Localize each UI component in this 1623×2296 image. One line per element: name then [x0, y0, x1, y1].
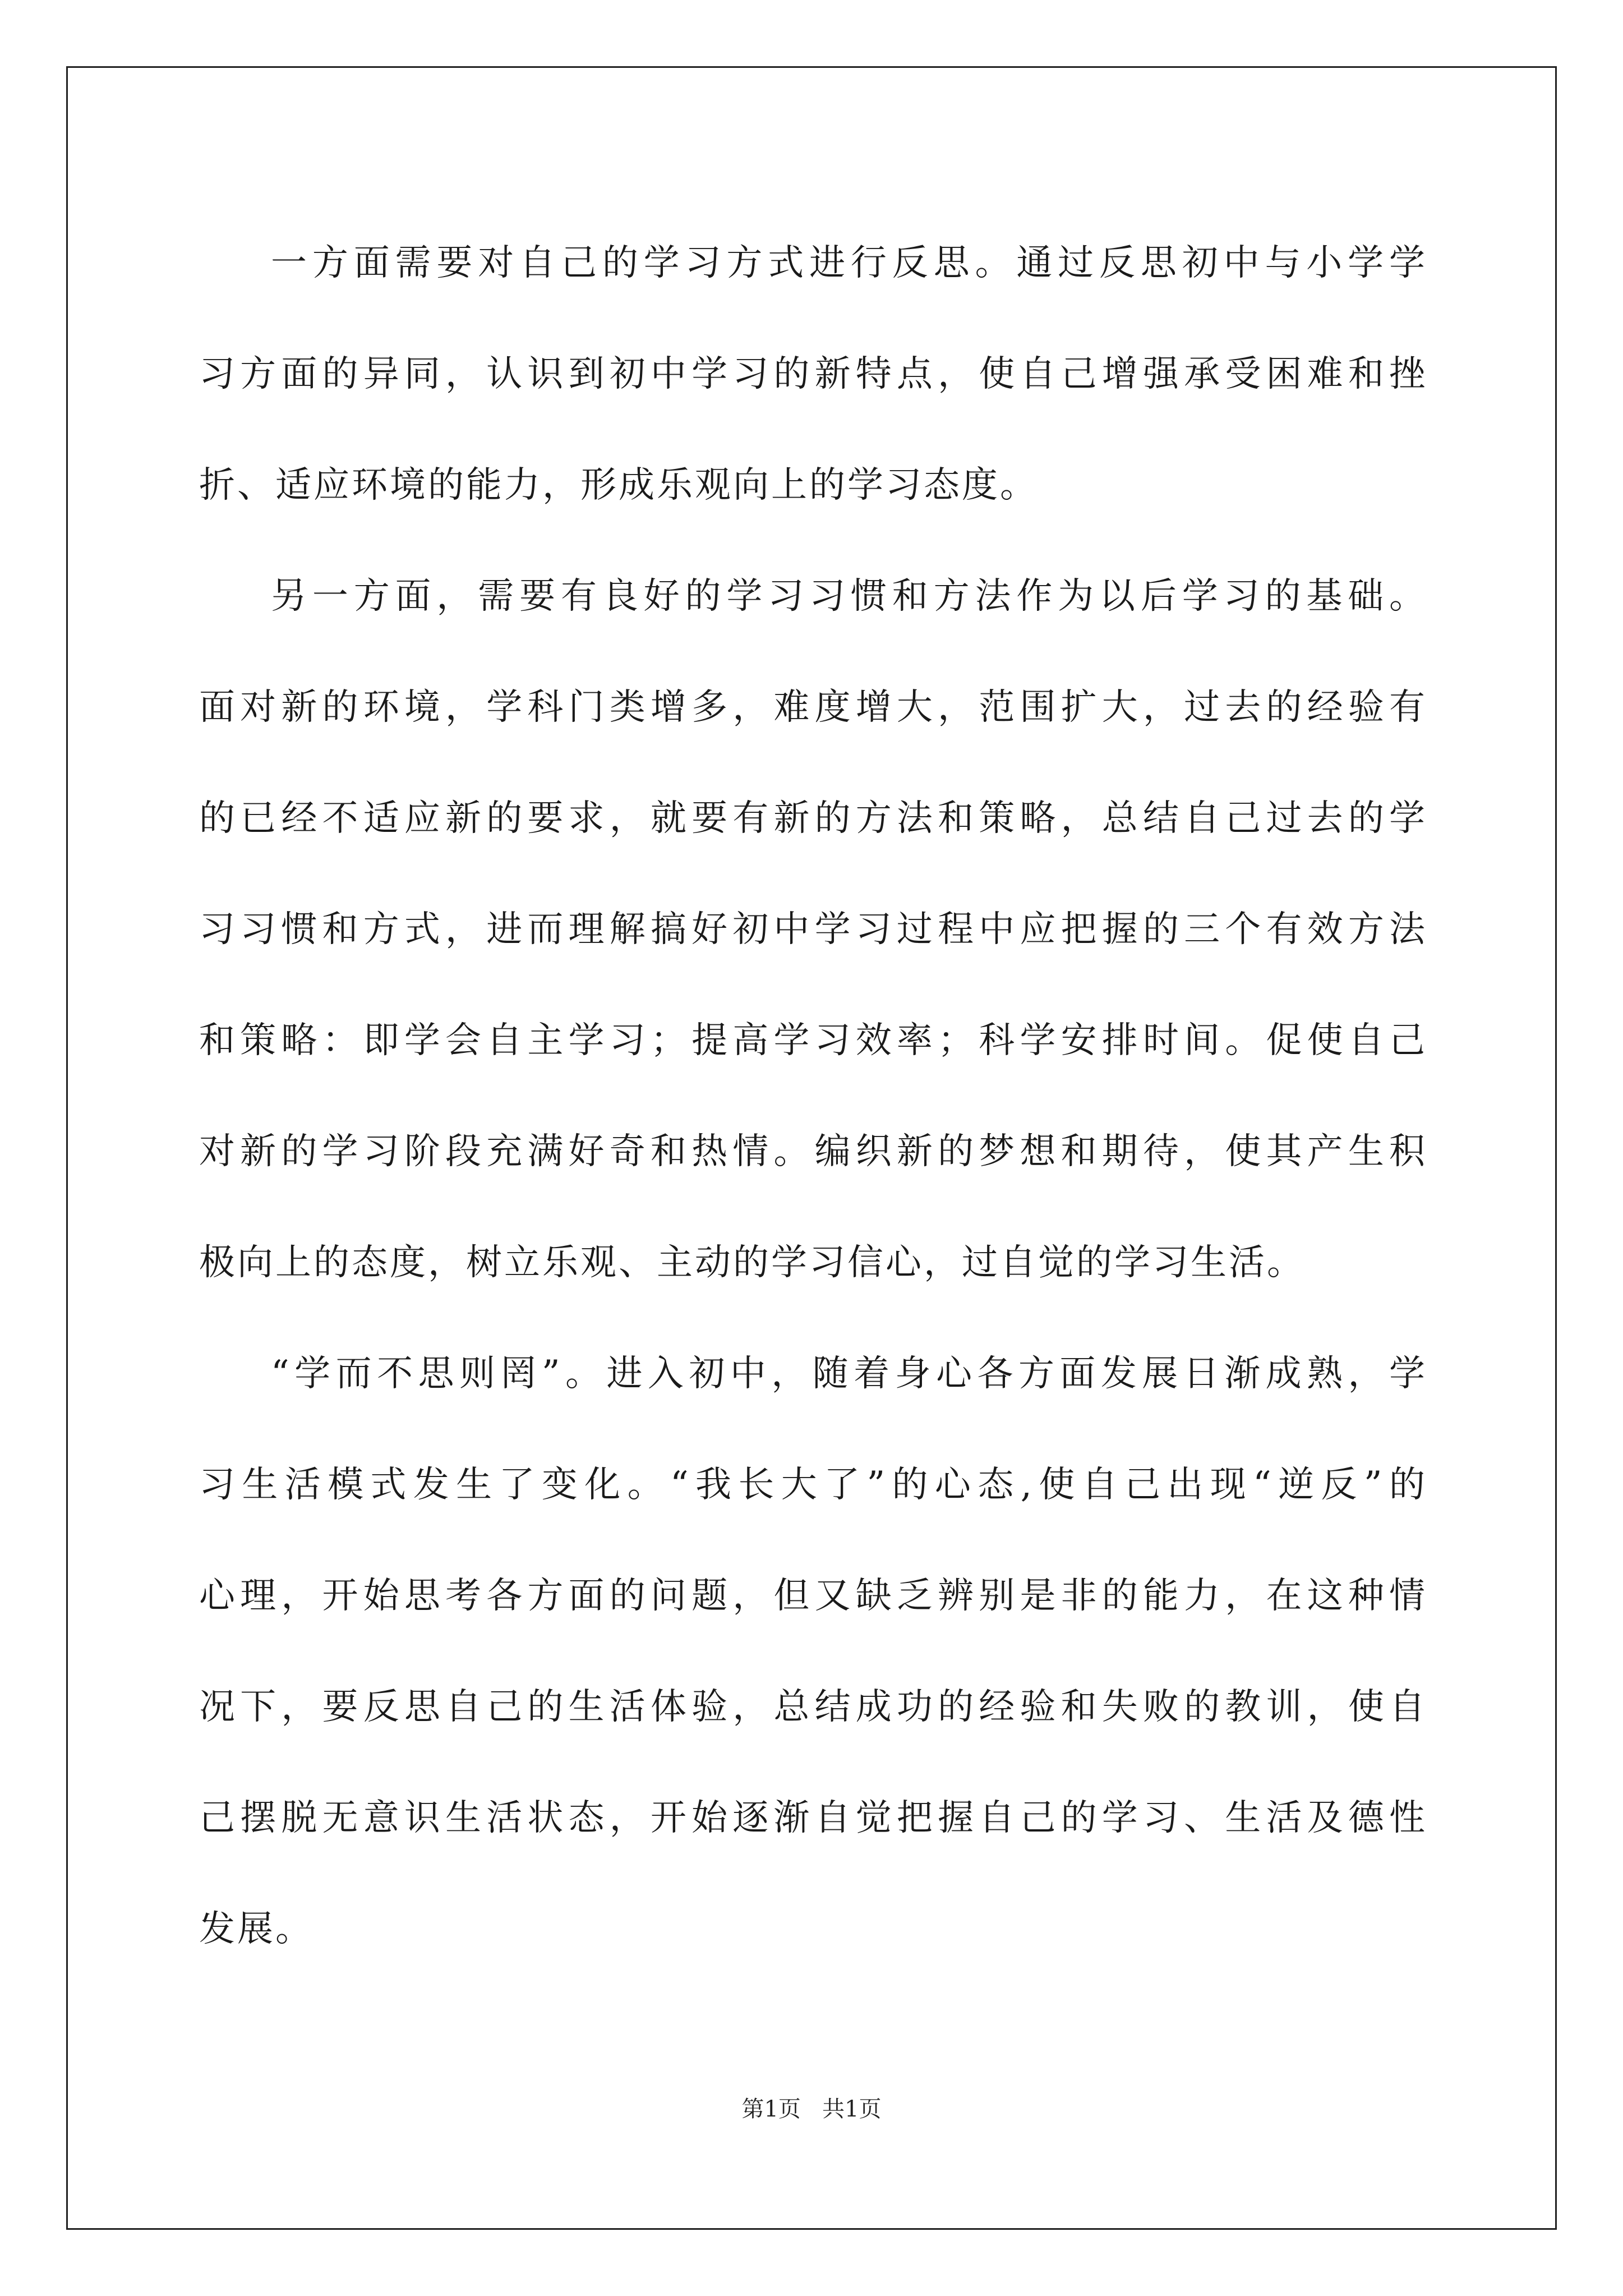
- paragraph-1-line-3: 折、适应环境的能力，形成乐观向上的学习态度。: [199, 464, 1038, 506]
- paragraph-3-line-1: “学而不思则罔”。进入初中，随着身心各方面发展日渐成熟，学: [271, 1353, 1427, 1395]
- paragraph-2-line-4: 习习惯和方式，进而理解搞好初中学习过程中应把握的三个有效方法: [199, 909, 1427, 950]
- paragraph-3-line-6: 发展。: [199, 1908, 313, 1950]
- page-number-footer: 第1页 共1页: [741, 2096, 882, 2122]
- paragraph-2-line-3: 的已经不适应新的要求，就要有新的方法和策略，总结自己过去的学: [199, 798, 1427, 839]
- paragraph-3-line-2: 习生活模式发生了变化。“我长大了”的心态,使自己出现“逆反”的: [199, 1464, 1427, 1506]
- document-body: [199, 208, 1427, 1985]
- paragraph-2-line-2: 面对新的环境，学科门类增多，难度增大，范围扩大，过去的经验有: [199, 687, 1427, 728]
- paragraph-3-line-5: 己摆脱无意识生活状态，开始逐渐自觉把握自己的学习、生活及德性: [199, 1797, 1427, 1839]
- paragraph-3-line-4: 况下，要反思自己的生活体验，总结成功的经验和失败的教训，使自: [199, 1686, 1427, 1728]
- paragraph-1-line-2: 习方面的异同，认识到初中学习的新特点，使自己增强承受困难和挫: [199, 353, 1427, 395]
- paragraph-1-line-1: 一方面需要对自己的学习方式进行反思。通过反思初中与小学学: [271, 242, 1427, 284]
- paragraph-2-line-6: 对新的学习阶段充满好奇和热情。编织新的梦想和期待，使其产生积: [199, 1131, 1427, 1172]
- paragraph-2-line-1: 另一方面，需要有良好的学习习惯和方法作为以后学习的基础。: [271, 576, 1427, 617]
- paragraph-2-line-7: 极向上的态度，树立乐观、主动的学习信心，过自觉的学习生活。: [199, 1242, 1305, 1283]
- paragraph-2-line-5: 和策略：即学会自主学习；提高学习效率；科学安排时间。促使自己: [199, 1020, 1427, 1061]
- paragraph-3-line-3: 心理，开始思考各方面的问题，但又缺乏辨别是非的能力，在这种情: [199, 1575, 1427, 1617]
